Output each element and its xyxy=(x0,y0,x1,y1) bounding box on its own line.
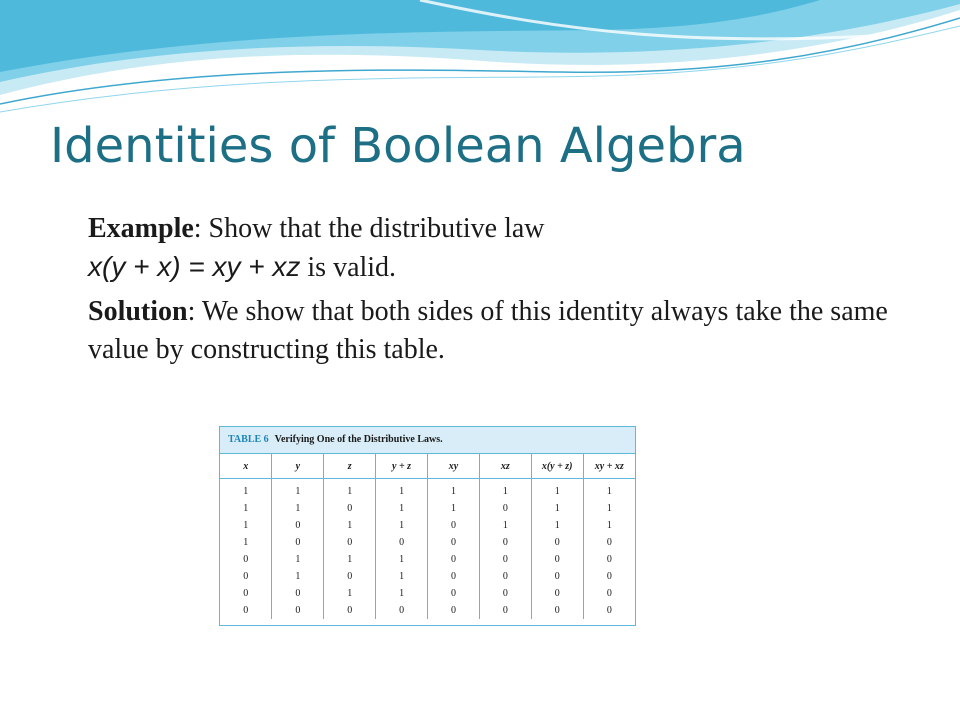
table-cell: 0 xyxy=(583,585,635,602)
table-row xyxy=(220,500,635,517)
example-paragraph xyxy=(88,210,928,287)
table-cell: 0 xyxy=(428,568,480,585)
table-cell: 1 xyxy=(479,517,531,534)
table-header-cell: x(y + z) xyxy=(531,454,583,479)
table-cell: 0 xyxy=(531,534,583,551)
table-cell: 0 xyxy=(324,568,376,585)
table-cell: 0 xyxy=(428,602,480,619)
solution-paragraph xyxy=(88,293,928,369)
table-cell: 1 xyxy=(428,500,480,517)
table-number: TABLE 6 xyxy=(228,434,269,445)
table-cell: 1 xyxy=(583,500,635,517)
table-header-cell: x xyxy=(220,454,272,479)
table-cell: 1 xyxy=(324,585,376,602)
table-cell: 0 xyxy=(531,585,583,602)
table-cell: 0 xyxy=(479,551,531,568)
solution-label: Solution xyxy=(88,296,188,327)
table-cell: 1 xyxy=(583,517,635,534)
table-cell: 0 xyxy=(479,534,531,551)
table-cell: 0 xyxy=(376,534,428,551)
table-cell: 0 xyxy=(531,551,583,568)
table-cell: 0 xyxy=(531,602,583,619)
table-cell: 1 xyxy=(243,537,249,548)
table-row xyxy=(220,517,635,534)
table-cell: 0 xyxy=(243,571,249,582)
table-caption-text: Verifying One of the Distributive Laws. xyxy=(274,434,443,445)
table-cell: 1 xyxy=(324,517,376,534)
solution-text: : We show that both sides of this identity always take the same value by constructing this table. xyxy=(88,296,888,365)
table-cell: 0 xyxy=(272,602,324,619)
table-cell: 1 xyxy=(376,479,428,501)
table-cell: 1 xyxy=(376,568,428,585)
table-cell: 0 xyxy=(531,568,583,585)
table-cell: 1 xyxy=(531,517,583,534)
table-row xyxy=(220,479,635,501)
table-cell: 0 xyxy=(324,500,376,517)
table-header-cell: xy xyxy=(428,454,480,479)
table-header-cell: xz xyxy=(479,454,531,479)
table-cell: 0 xyxy=(243,588,249,599)
slide-title: Identities of Boolean Algebra xyxy=(50,118,746,174)
table-header-cell: z xyxy=(324,454,376,479)
table-cell: 0 xyxy=(428,585,480,602)
distributive-law-formula: x(y + x) = xy + xz xyxy=(88,251,301,282)
table-cell: 1 xyxy=(272,551,324,568)
table-cell: 1 xyxy=(531,500,583,517)
example-text: : Show that the distributive law xyxy=(193,213,545,244)
table-cell: 0 xyxy=(479,568,531,585)
table-cell: 0 xyxy=(243,605,249,616)
table-body xyxy=(220,479,635,620)
table-cell: 1 xyxy=(243,520,249,531)
table-cell: 1 xyxy=(243,486,249,497)
table-cell: 1 xyxy=(376,551,428,568)
table-cell: 0 xyxy=(428,517,480,534)
table-cell: 0 xyxy=(324,602,376,619)
table-cell: 0 xyxy=(583,551,635,568)
slide-body xyxy=(88,210,928,375)
table-cell: 1 xyxy=(243,503,249,514)
table-cell: 1 xyxy=(272,479,324,501)
table-cell: 0 xyxy=(428,534,480,551)
table-row xyxy=(220,568,635,585)
formula-suffix: is valid. xyxy=(300,252,397,283)
table-cell: 0 xyxy=(479,602,531,619)
table-cell: 1 xyxy=(376,500,428,517)
table-cell: 0 xyxy=(324,534,376,551)
table-cell: 0 xyxy=(272,517,324,534)
table-cell: 0 xyxy=(583,534,635,551)
table-header-cell: y xyxy=(272,454,324,479)
table-row xyxy=(220,534,635,551)
table-row xyxy=(220,585,635,602)
table-cell: 0 xyxy=(376,602,428,619)
table-cell: 0 xyxy=(583,568,635,585)
table-caption xyxy=(220,427,635,454)
table-row xyxy=(220,551,635,568)
example-label: Example xyxy=(88,213,194,244)
table-cell: 1 xyxy=(376,517,428,534)
truth-table-figure xyxy=(219,426,636,626)
table-cell: 1 xyxy=(272,500,324,517)
table-cell: 0 xyxy=(479,585,531,602)
table-header-cell: xy + xz xyxy=(583,454,635,479)
table-cell: 1 xyxy=(324,479,376,501)
table-cell: 1 xyxy=(272,568,324,585)
table-row xyxy=(220,602,635,619)
table-cell: 0 xyxy=(243,554,249,565)
table-cell: 0 xyxy=(428,551,480,568)
table-cell: 1 xyxy=(324,551,376,568)
table-cell: 0 xyxy=(479,500,531,517)
table-cell: 0 xyxy=(583,602,635,619)
table-header-row xyxy=(220,454,635,479)
table-cell: 1 xyxy=(479,479,531,501)
truth-table xyxy=(220,454,635,619)
table-cell: 0 xyxy=(272,534,324,551)
table-cell: 1 xyxy=(428,479,480,501)
table-cell: 0 xyxy=(272,585,324,602)
table-header-cell: y + z xyxy=(376,454,428,479)
decorative-wave-header xyxy=(0,0,960,120)
table-cell: 1 xyxy=(531,479,583,501)
table-cell: 1 xyxy=(583,479,635,501)
table-cell: 1 xyxy=(376,585,428,602)
